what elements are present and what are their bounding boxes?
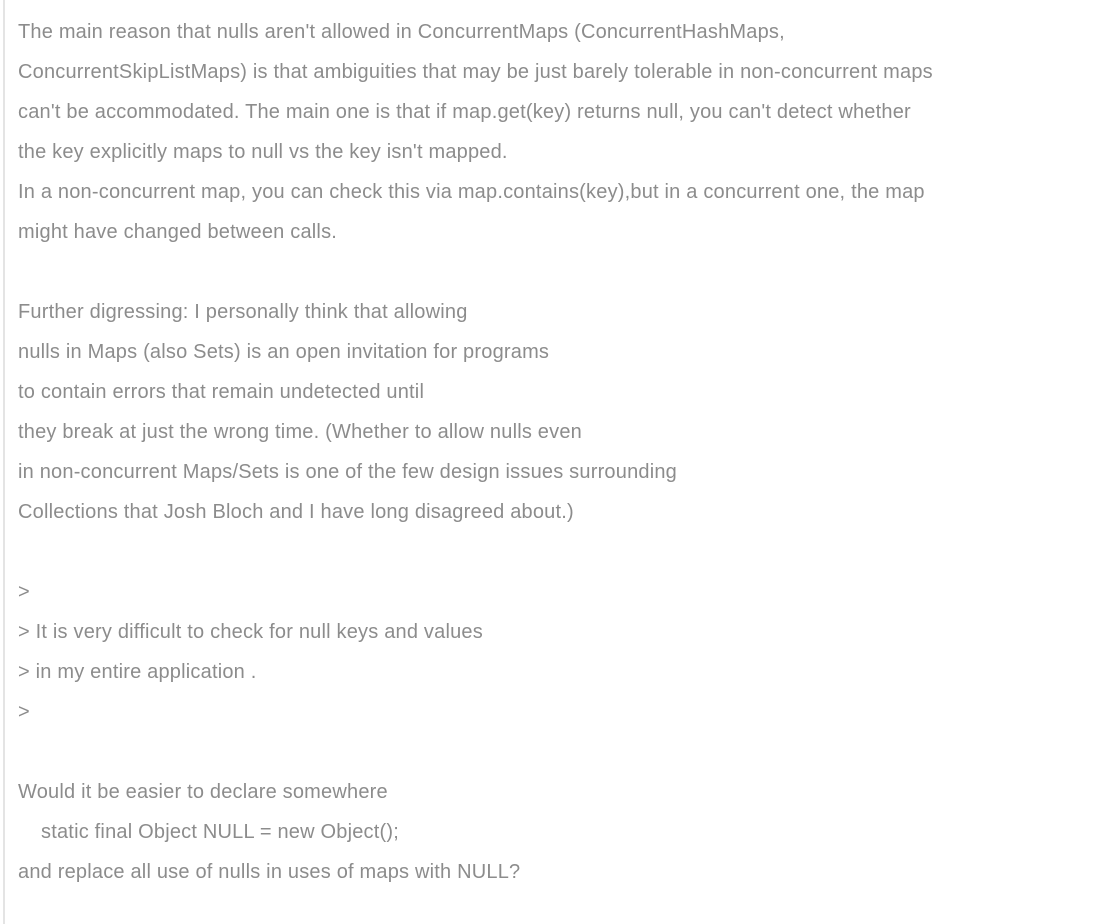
text-line: and replace all use of nulls in uses of maps with NULL?	[18, 861, 521, 883]
text-line: might have changed between calls.	[18, 221, 338, 243]
message-text	[5, 0, 1100, 892]
text-line: > in my entire application .	[18, 661, 257, 683]
text-line	[18, 732, 1100, 772]
text-line: in non-concurrent Maps/Sets is one of the few design issues surrounding	[18, 461, 678, 483]
text-line: to contain errors that remain undetected until	[18, 381, 425, 403]
text-line: >	[18, 581, 30, 603]
text-line: nulls in Maps (also Sets) is an open invitation for programs	[18, 341, 550, 363]
text-line: can't be accommodated. The main one is that if map.get(key) returns null, you can't detect whether	[18, 101, 911, 123]
text-line: >	[18, 701, 30, 723]
text-line	[18, 532, 1100, 572]
text-line	[18, 252, 1100, 292]
text-line: In a non-concurrent map, you can check this via map.contains(key),but in a concurrent one, the map	[18, 181, 925, 203]
text-line: the key explicitly maps to null vs the key isn't mapped.	[18, 141, 508, 163]
text-line: Would it be easier to declare somewhere	[18, 781, 388, 803]
text-line: > It is very difficult to check for null keys and values	[18, 621, 483, 643]
text-line: static final Object NULL = new Object();	[18, 821, 399, 843]
text-line: they break at just the wrong time. (Whether to allow nulls even	[18, 421, 582, 443]
text-line: Collections that Josh Bloch and I have long disagreed about.)	[18, 501, 574, 523]
text-line: The main reason that nulls aren't allowed in ConcurrentMaps (ConcurrentHashMaps,	[18, 21, 785, 43]
text-line: Further digressing: I personally think that allowing	[18, 301, 468, 323]
text-line: ConcurrentSkipListMaps) is that ambiguities that may be just barely tolerable in non-concurrent maps	[18, 61, 933, 83]
